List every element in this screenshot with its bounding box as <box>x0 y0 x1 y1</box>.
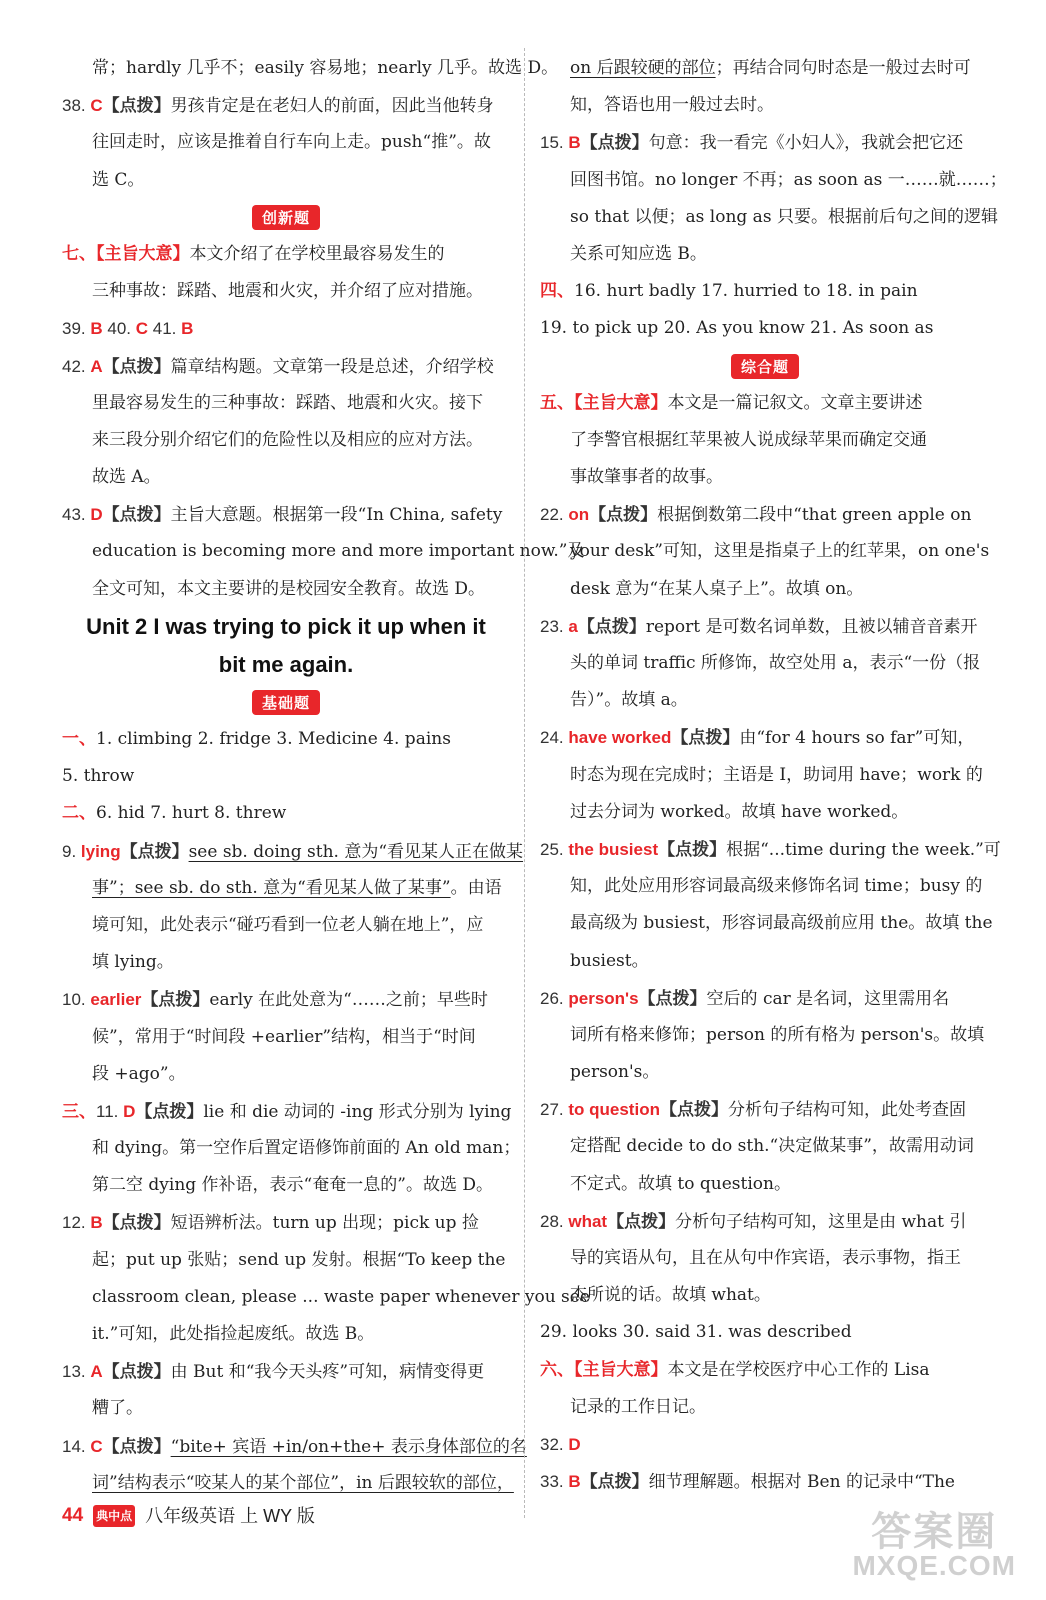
text-line <box>62 721 510 758</box>
text-line <box>540 608 990 645</box>
answer-label: what <box>568 1211 608 1231</box>
question-number: 26. <box>540 988 569 1008</box>
text-span: your desk”可知，这里是指桌子上的红苹果，on one's <box>570 541 990 562</box>
text-span: 和 dying。第一空作后置定语修饰前面的 An old man； <box>92 1138 521 1159</box>
question-number: 23. <box>540 616 569 636</box>
text-line <box>540 682 990 719</box>
question-number: 10. <box>62 990 91 1010</box>
text-span: 词”结构表示“咬某人的某个部位”，in 后跟较软的部位， <box>92 1472 514 1493</box>
text-line <box>540 385 990 422</box>
question-number: 43. <box>62 505 91 525</box>
answer-label: B <box>90 1213 103 1233</box>
text-line <box>540 905 993 942</box>
question-number: 14. <box>62 1436 91 1456</box>
hint-tag: 【点拨】 <box>102 1213 171 1234</box>
text-line <box>62 1019 510 1056</box>
text-span: 5. throw <box>62 766 135 787</box>
text-line <box>62 1279 590 1316</box>
text-line <box>62 1353 510 1390</box>
text-span: it.”可知，此处指捡起废纸。故选 B。 <box>92 1324 375 1344</box>
answer-label: B <box>90 319 103 339</box>
text-span: 里最容易发生的三种事故：踩踏、地震和火灾。接下 <box>92 392 483 413</box>
text-line <box>540 831 1001 868</box>
text-span: 男孩肯定是在老妇人的前面，因此当他转身 <box>170 96 494 117</box>
text-line <box>540 794 990 831</box>
section-marker: 三、 <box>62 1101 96 1122</box>
text-line <box>540 980 990 1017</box>
hint-tag: 【点拨】 <box>102 96 171 117</box>
hint-tag: 【点拨】 <box>102 1436 171 1457</box>
text-span: “bite+ 宾语 +in/on+the+ 表示身体部位的名 <box>170 1436 527 1457</box>
question-number: 28. <box>540 1211 569 1231</box>
text-span: 选 C。 <box>92 169 145 190</box>
text-line <box>540 943 990 980</box>
question-number: 42. <box>62 356 91 376</box>
hint-tag: 【点拨】 <box>141 990 210 1011</box>
text-span: 候”，常用于“时间段 +earlier”结构，相当于“时间 <box>92 1026 476 1047</box>
question-number: 27. <box>540 1100 569 1120</box>
text-span: 根据倒数第二段中“that green apple on <box>657 505 972 526</box>
text-span: 来三段分别介绍它们的危险性以及相应的应对方法。 <box>92 429 483 450</box>
text-span: 过去分词为 worked。故填 have worked。 <box>570 801 909 822</box>
text-span: 关系可知应选 B。 <box>570 243 707 264</box>
text-line <box>540 1463 990 1500</box>
page-footer <box>62 1498 315 1534</box>
text-span: 句意：我一看完《小妇人》，我就会把它还 <box>648 133 964 154</box>
hint-tag: 【点拨】 <box>671 728 740 749</box>
text-span: 本文是在学校医疗中心工作的 Lisa <box>667 1359 930 1380</box>
section-banner-wrap <box>62 684 510 721</box>
text-line <box>540 1277 990 1314</box>
answer-label: D <box>568 1434 581 1454</box>
answer-label: A <box>90 356 103 376</box>
hint-tag: 【点拨】 <box>638 988 707 1009</box>
text-span: 杰所说的话。故填 what。 <box>570 1285 771 1306</box>
question-number: 41. <box>148 319 182 339</box>
text-span: 6. hid 7. hurt 8. threw <box>96 803 287 824</box>
text-line <box>62 124 510 161</box>
question-number: 32. <box>540 1434 569 1454</box>
text-line <box>540 1091 990 1128</box>
text-span: lie 和 die 动词的 -ing 形式分别为 lying <box>203 1101 512 1122</box>
hint-tag: 【点拨】 <box>580 133 649 154</box>
text-span: education is becoming more and more important now.”及 <box>92 541 585 562</box>
text-span: 定搭配 decide to do sth.“决定做某事”，故需用动词 <box>570 1136 974 1157</box>
text-line <box>540 1426 990 1463</box>
text-span: desk 意为“在某人桌子上”。故填 on。 <box>570 578 864 599</box>
text-line <box>62 795 510 832</box>
question-number: 11. <box>96 1101 124 1121</box>
text-line <box>540 1240 990 1277</box>
text-line <box>540 1017 990 1054</box>
hint-tag: 【点拨】 <box>659 1100 728 1121</box>
text-line <box>62 1093 510 1130</box>
text-span: 词所有格来修饰；person 的所有格为 person's。故填 <box>570 1024 985 1045</box>
answer-label: D <box>90 505 103 525</box>
answer-label: D <box>123 1101 136 1121</box>
text-span: 时态为现在完成时；主语是 I，助词用 have；work 的 <box>570 764 983 785</box>
right-column <box>540 50 1007 1500</box>
text-line <box>540 124 990 161</box>
question-number: 12. <box>62 1213 91 1233</box>
text-line <box>540 645 990 682</box>
text-span: 故选 A。 <box>92 467 161 488</box>
text-span: 根据“...time during the week.”可 <box>726 839 1001 860</box>
text-line <box>540 1128 990 1165</box>
answer-label: on <box>568 505 590 525</box>
text-span: 16. hurt badly 17. hurried to 18. in pain <box>574 281 918 302</box>
watermark-line-1: 答案圈 <box>871 1510 998 1554</box>
text-line <box>62 533 585 570</box>
text-line <box>62 1130 521 1167</box>
text-line <box>540 459 990 496</box>
answer-label: the busiest <box>568 839 659 859</box>
text-span: 填 lying。 <box>92 952 174 973</box>
text-line <box>62 422 510 459</box>
answer-label: lying <box>80 841 121 861</box>
text-span: 分析句子结构可知，这里是由 what 引 <box>675 1211 967 1232</box>
text-line <box>62 1204 510 1241</box>
question-number: 13. <box>62 1362 91 1382</box>
text-line <box>540 236 990 273</box>
text-span: 本文介绍了在学校里最容易发生的 <box>189 243 445 264</box>
text-span: so that 以便；as long as 只要。根据前后句之间的逻辑 <box>570 206 998 227</box>
section-marker: 一、 <box>62 729 96 749</box>
text-span: report 是可数名词单数，且被以辅音音素开 <box>645 616 978 637</box>
text-line <box>62 1316 510 1353</box>
text-line <box>62 50 559 87</box>
answer-label: B <box>181 319 194 339</box>
section-banner: 综合题 <box>731 354 799 379</box>
text-span: on 后跟较硬的部位 <box>570 58 716 78</box>
text-line <box>62 496 510 533</box>
hint-tag: 【点拨】 <box>607 1211 676 1232</box>
hint-tag: 【点拨】 <box>120 841 189 862</box>
text-line <box>62 348 510 385</box>
text-line <box>62 162 510 199</box>
text-line <box>62 571 510 608</box>
text-line <box>540 533 990 570</box>
text-line <box>62 1465 514 1502</box>
text-span: 1. climbing 2. fridge 3. Medicine 4. pains <box>96 729 451 749</box>
text-line <box>62 1390 510 1427</box>
text-line <box>540 1203 990 1240</box>
text-line <box>62 87 510 124</box>
section-marker: 七、 <box>62 243 96 264</box>
question-number: 15. <box>540 133 569 153</box>
answer-label: to question <box>568 1100 660 1120</box>
text-span: 头的单词 traffic 所修饰，故空处用 a，表示“一份（报 <box>570 653 981 673</box>
text-line <box>540 273 990 310</box>
text-span: 空后的 car 是名词，这里需用名 <box>706 988 950 1009</box>
text-span: ；再结合同句时态是一般过去时可 <box>715 58 971 78</box>
text-span: 境可知，此处表示“碰巧看到一位老人躺在地上”，应 <box>92 914 484 935</box>
text-line <box>62 310 510 347</box>
hint-tag: 【点拨】 <box>589 505 658 526</box>
text-span: 由“for 4 hours so far”可知， <box>739 728 975 749</box>
text-span: 导的宾语从句，且在从句中作宾语，表示事物，指王 <box>570 1248 961 1268</box>
question-number: 39. <box>62 319 91 339</box>
text-line <box>62 273 510 310</box>
text-span: 不定式。故填 to question。 <box>570 1173 791 1194</box>
answer-label: C <box>90 96 103 116</box>
hint-tag: 【点拨】 <box>102 356 171 377</box>
text-span: 19. to pick up 20. As you know 21. As soon as <box>540 318 934 339</box>
hint-tag: 【点拨】 <box>102 1362 171 1383</box>
hint-tag: 【点拨】 <box>135 1101 204 1122</box>
unit-title: Unit 2 I was trying to pick it up when it <box>86 613 486 639</box>
text-line <box>540 1352 990 1389</box>
text-span: 。由语 <box>450 877 502 898</box>
text-span: 告）”。故填 a。 <box>570 690 688 711</box>
question-number: 24. <box>540 728 569 748</box>
question-number: 38. <box>62 96 91 116</box>
text-span: 短语辨析法。turn up 出现；pick up 捡 <box>170 1213 479 1234</box>
section-banner: 基础题 <box>252 690 320 715</box>
text-span: 细节理解题。根据对 Ben 的记录中“The <box>648 1472 955 1493</box>
section-marker: 二、 <box>62 803 96 824</box>
text-line <box>540 50 990 87</box>
answer-label: C <box>90 1436 103 1456</box>
text-line <box>540 757 990 794</box>
text-span: 常；hardly 几乎不；easily 容易地；nearly 几乎。故选 D。 <box>92 58 559 78</box>
section-marker: 五、 <box>540 392 574 413</box>
watermark-line-2: MXQE.COM <box>852 1550 1016 1581</box>
text-span: person's。 <box>570 1062 660 1083</box>
text-line <box>62 385 510 422</box>
text-span: 糟了。 <box>92 1398 143 1419</box>
book-title: 八年级英语 上 WY 版 <box>145 1506 315 1526</box>
section-marker: 四、 <box>540 281 574 302</box>
page-number: 44 <box>62 1505 84 1526</box>
text-span: 篇章结构题。文章第一段是总述，介绍学校 <box>170 356 494 377</box>
answer-label: B <box>568 133 581 153</box>
text-span: 起；put up 张贴；send up 发射。根据“To keep the <box>92 1249 506 1270</box>
text-span: 由 But 和“我今天头疼”可知，病情变得更 <box>170 1362 485 1383</box>
answer-label: earlier <box>90 990 142 1010</box>
column-divider <box>524 48 525 1518</box>
text-line <box>540 719 990 756</box>
answer-label: A <box>90 1362 103 1382</box>
section-banner-wrap <box>62 199 510 236</box>
text-line <box>540 162 1007 199</box>
question-number: 22. <box>540 505 569 525</box>
text-span: see sb. doing sth. 意为“看见某人正在做某 <box>188 841 524 862</box>
text-line <box>540 199 998 236</box>
answer-label: B <box>568 1472 581 1492</box>
text-line <box>62 1167 510 1204</box>
section-marker: 【主旨大意】 <box>574 1359 668 1380</box>
hint-tag: 【点拨】 <box>658 839 727 860</box>
text-span: 29. looks 30. said 31. was described <box>540 1322 852 1343</box>
hint-tag: 【点拨】 <box>577 616 646 637</box>
text-line <box>540 422 990 459</box>
text-span: 第二空 dying 作补语，表示“奄奄一息的”。故选 D。 <box>92 1175 493 1196</box>
text-line <box>540 1166 990 1203</box>
text-line <box>540 1389 990 1426</box>
text-span: busiest。 <box>570 950 649 971</box>
text-span: 记录的工作日记。 <box>570 1396 706 1417</box>
section-banner: 创新题 <box>252 205 320 230</box>
text-line <box>62 1428 527 1465</box>
question-number: 25. <box>540 839 569 859</box>
answer-label: C <box>135 319 149 339</box>
text-span: 知，答语也用一般过去时。 <box>570 95 774 116</box>
question-number: 40. <box>102 319 136 339</box>
text-span: early 在此处意为“……之前；早些时 <box>209 990 488 1011</box>
text-span: classroom clean, please ... waste paper whenever you see <box>92 1286 590 1307</box>
hint-tag: 【点拨】 <box>102 505 171 526</box>
text-span: 了李警官根据红苹果被人说成绿苹果而确定交通 <box>570 429 927 450</box>
text-line <box>62 1242 510 1279</box>
text-line <box>62 236 510 273</box>
watermark <box>852 1512 1016 1580</box>
text-line <box>540 496 990 533</box>
text-span: 主旨大意题。根据第一段“In China, safety <box>170 505 503 526</box>
section-marker: 六、 <box>540 1359 574 1380</box>
text-line <box>62 981 510 1018</box>
text-line <box>62 459 510 496</box>
section-banner-wrap <box>540 348 990 385</box>
text-span: 往回走时，应该是推着自行车向上走。push“推”。故 <box>92 132 491 153</box>
text-span: 知，此处应用形容词最高级来修饰名词 time；busy 的 <box>570 876 983 897</box>
text-span: 分析句子结构可知，此处考查固 <box>727 1100 966 1121</box>
question-number: 33. <box>540 1472 569 1492</box>
text-line <box>540 1314 990 1351</box>
text-line <box>62 870 510 907</box>
hint-tag: 【点拨】 <box>580 1472 649 1493</box>
unit-title: bit me again. <box>218 651 354 677</box>
text-line <box>62 758 510 795</box>
text-span: 最高级为 busiest，形容词最高级前应用 the。故填 the <box>570 913 993 934</box>
answer-label: a <box>568 616 578 636</box>
text-line <box>540 571 990 608</box>
text-line <box>540 310 990 347</box>
text-span: 本文是一篇记叙文。文章主要讲述 <box>667 392 923 413</box>
answer-label: person's <box>568 988 639 1008</box>
text-line <box>62 1056 510 1093</box>
text-span: 事”；see sb. do sth. 意为“看见某人做了某事” <box>92 877 451 898</box>
text-span: 事故肇事者的故事。 <box>570 467 723 488</box>
brand-logo: 典中点 <box>93 1505 135 1527</box>
text-span: 段 +ago”。 <box>92 1063 186 1084</box>
text-span: 全文可知，本文主要讲的是校园安全教育。故选 D。 <box>92 578 486 599</box>
text-line <box>540 868 990 905</box>
text-line <box>62 944 510 981</box>
text-span: 回图书馆。no longer 不再；as soon as 一……就……； <box>570 169 1007 190</box>
section-marker: 【主旨大意】 <box>574 392 668 413</box>
text-line <box>62 833 524 870</box>
answer-label: have worked <box>568 728 672 748</box>
text-line <box>540 87 990 124</box>
text-line <box>540 1054 990 1091</box>
section-marker: 【主旨大意】 <box>96 243 190 264</box>
text-line <box>62 907 510 944</box>
text-span: 三种事故：踩踏、地震和火灾，并介绍了应对措施。 <box>92 281 483 302</box>
question-number: 9. <box>62 841 81 861</box>
